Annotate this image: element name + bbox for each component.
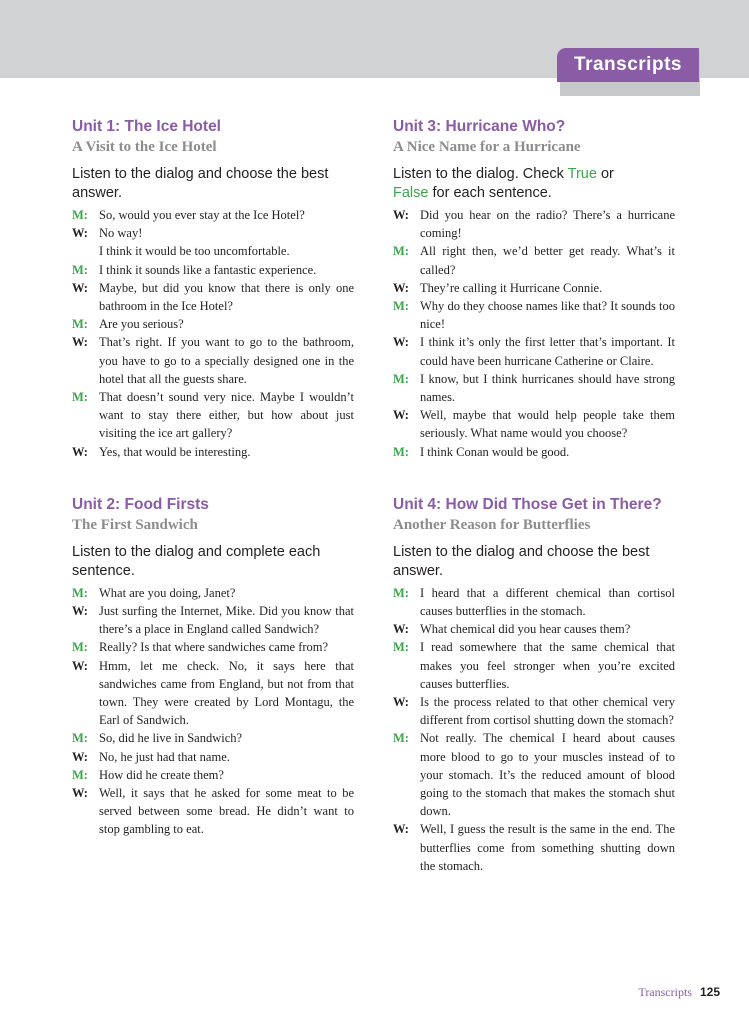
speaker-label: M: [393,585,409,600]
speaker-label: W: [72,749,88,764]
dialog-line [393,297,675,333]
dialog-line [393,693,675,729]
line-text: Maybe, but did you know that there is only one bathroom in the Ice Hotel? [99,280,354,314]
dialog-line [72,224,354,242]
line-text: They’re calling it Hurricane Connie. [420,280,603,295]
speaker-label: M: [393,299,409,314]
dialog-line [72,333,354,388]
unit-4 [393,495,675,875]
dialog-line [393,370,675,406]
line-text: Hmm, let me check. No, it says here that sandwiches came from England, but not from that town. They were created by Lord Montagu, the Earl of Sandwich. [99,658,354,728]
speaker-label: M: [393,371,409,386]
speaker-label: M: [72,208,88,222]
speaker-label: W: [393,208,409,222]
dialog [72,584,354,839]
dialog-line [393,638,675,693]
dialog-line [393,406,675,442]
line-text: That doesn’t sound very nice. Maybe I wouldn’t want to stay there either, but how about just visiting the ice art gallery? [99,390,354,441]
speaker-label: M: [393,640,409,655]
line-text: I heard that a different chemical than cortisol causes butterflies in the stomach. [420,585,675,619]
false-word: False [393,185,429,201]
dialog-line [393,206,675,242]
speaker-label: M: [72,640,88,655]
speaker-label: M: [72,390,88,405]
dialog-line [72,657,354,730]
line-text: That’s right. If you want to go to the bathroom, you have to go to a specially designed one in the hotel that all the guests share. [99,335,354,386]
instruction-part: Listen to the dialog. Check [393,166,568,182]
speaker-label: M: [72,585,88,600]
line-text: Why do they choose names like that? It sounds too nice! [420,299,675,332]
speaker-label [72,242,99,260]
dialog-line [72,443,354,461]
dialog-line [72,638,354,656]
line-text: Yes, that would be interesting. [99,444,251,459]
instruction [393,165,675,203]
dialog-line [72,242,354,260]
dialog-line [393,584,675,620]
speaker-label: W: [72,280,88,295]
dialog-line [72,766,354,784]
speaker-label: M: [393,731,409,746]
instruction: Listen to the dialog and choose the best answer. [72,166,329,201]
line-text: What are you doing, Janet? [99,585,236,600]
dialog-line [393,729,675,820]
speaker-label: W: [72,658,88,673]
dialog-line [72,279,354,315]
line-text: Well, it says that he asked for some meat to be served between some bread. He didn’t want to stop gambling to eat. [99,786,354,837]
unit-2 [72,495,354,839]
dialog [393,584,675,875]
speaker-label: M: [393,244,409,259]
speaker-label: M: [72,262,88,277]
dialog-line [393,620,675,638]
dialog [72,206,354,461]
line-text: What chemical did you hear causes them? [420,622,631,637]
true-word: True [567,166,597,182]
speaker-label: W: [72,226,88,241]
unit-subtitle: A Nice Name for a Hurricane [393,139,581,155]
speaker-label: M: [393,444,409,459]
line-text: Well, I guess the result is the same in the end. The butterflies come from something shutting down the stomach. [420,822,675,873]
left-column [72,117,354,839]
speaker-label: M: [72,731,88,746]
speaker-label: W: [393,280,409,295]
unit-3 [393,117,675,461]
line-text: Really? Is that where sandwiches came from? [99,640,329,655]
dialog-line [72,602,354,638]
line-text: Are you serious? [99,317,184,332]
page-number: 125 [699,985,720,999]
unit-title: Unit 4: How Did Those Get in There? [393,495,662,513]
instruction: Listen to the dialog and complete each sentence. [72,543,321,579]
dialog-line [72,261,354,279]
page-footer [560,985,720,1000]
line-text: I think Conan would be good. [420,444,570,459]
line-text: Not really. The chemical I heard about causes more blood to go to your muscles instead of to your stomach. It’s the reduced amount of blood going to the stomach that makes the stomach shut down. [420,731,675,819]
dialog-line [72,729,354,747]
line-text: So, did he live in Sandwich? [99,731,243,746]
dialog-line [72,748,354,766]
line-text: No, he just had that name. [99,749,230,764]
line-text: I read somewhere that the same chemical that makes you feel stronger when you’re excited causes butterflies. [420,640,675,691]
line-text: I know, but I think hurricanes should have strong names. [420,371,675,405]
line-text: Well, maybe that would help people take them seriously. What name would you choose? [420,408,675,441]
speaker-label: W: [393,622,409,637]
line-text: I think it’s only the first letter that’s important. It could have been hurricane Catherine or Claire. [420,335,675,368]
speaker-label: W: [393,695,409,710]
right-column [393,117,675,875]
dialog-line [393,443,675,461]
speaker-label: M: [72,767,88,782]
speaker-label: W: [393,822,409,837]
line-text: No way! [99,226,143,241]
line-text: All right then, we’d better get ready. What’s it called? [420,244,675,277]
line-text: How did he create them? [99,767,224,782]
instruction: Listen to the dialog and choose the best answer. [393,543,650,579]
line-text: Is the process related to that other chemical very different from cortisol shutting down the stomach? [420,695,675,728]
unit-1 [72,117,354,461]
line-text: I think it would be too uncomfortable. [99,244,290,259]
speaker-label: W: [72,444,88,459]
dialog-line [393,279,675,297]
speaker-label: W: [72,604,88,619]
dialog-line [72,206,354,224]
footer-label: Transcripts [638,985,692,999]
line-text: So, would you ever stay at the Ice Hotel? [99,208,305,222]
dialog-line [393,820,675,875]
unit-title: Unit 2: Food Firsts [72,495,209,513]
dialog-line [72,388,354,443]
section-tab: Transcripts [557,48,699,82]
dialog-line [72,784,354,839]
instruction-part: or [596,166,614,182]
unit-title: Unit 1: The Ice Hotel [72,118,221,135]
unit-title: Unit 3: Hurricane Who? [393,118,566,135]
dialog-line [72,315,354,333]
dialog-line [393,333,675,369]
line-text: Just surfing the Internet, Mike. Did you know that there’s a place in England called Sandwich? [99,604,354,637]
speaker-label: W: [72,786,88,801]
unit-subtitle: The First Sandwich [72,516,198,533]
speaker-label: W: [72,335,88,350]
speaker-label: W: [393,335,409,350]
unit-subtitle: Another Reason for Butterflies [393,516,591,533]
unit-subtitle: A Visit to the Ice Hotel [72,139,217,155]
speaker-label: M: [72,317,88,332]
dialog-line [393,242,675,278]
instruction-part: for each sentence. [428,185,552,201]
line-text: Did you hear on the radio? There’s a hurricane coming! [420,208,675,241]
dialog [393,206,675,461]
line-text: I think it sounds like a fantastic experience. [99,262,317,277]
dialog-line [72,584,354,602]
speaker-label: W: [393,408,409,423]
